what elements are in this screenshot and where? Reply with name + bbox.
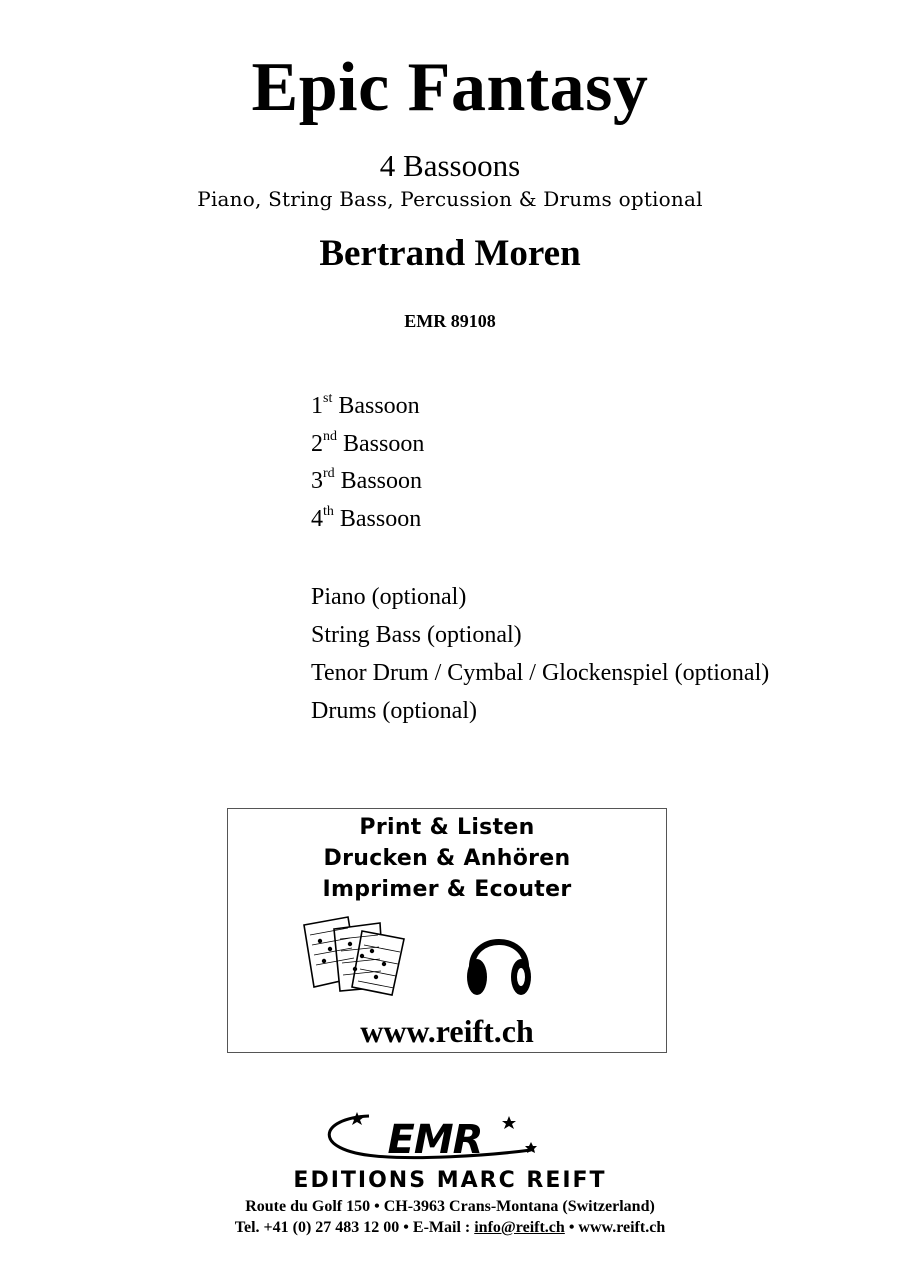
promo-line-english: Print & Listen xyxy=(359,815,535,840)
svg-text:EMR: EMR xyxy=(387,1117,483,1163)
part-item: 1st Bassoon xyxy=(311,391,420,419)
emr-logo xyxy=(305,1110,545,1168)
part-item: 4th Bassoon xyxy=(311,504,422,533)
catalog-number: EMR 89108 xyxy=(404,311,496,331)
promo-website[interactable]: www.reift.ch xyxy=(360,1013,534,1049)
promo-line-german: Drucken & Anhören xyxy=(323,846,571,871)
sheet-music-icon xyxy=(300,915,412,997)
publisher-address: Route du Golf 150 • CH-3963 Crans-Montana (Switzerland) xyxy=(245,1198,655,1215)
score-title: Epic Fantasy xyxy=(251,49,649,126)
ensemble-subtitle: 4 Bassoons xyxy=(379,148,521,183)
optional-part-item: Piano (optional) xyxy=(311,584,467,610)
parts-list xyxy=(311,388,424,539)
email-link[interactable]: info@reift.ch xyxy=(474,1219,565,1236)
optional-part-item: Drums (optional) xyxy=(311,698,477,724)
composer-name: Bertrand Moren xyxy=(319,233,581,274)
part-item: 3rd Bassoon xyxy=(311,466,423,495)
part-item: 2nd Bassoon xyxy=(311,428,425,457)
optional-part-item: Tenor Drum / Cymbal / Glockenspiel (optional) xyxy=(311,660,770,686)
optional-instrumentation: Piano, String Bass, Percussion & Drums optional xyxy=(197,187,703,211)
optional-parts-list xyxy=(311,578,769,730)
optional-part-item: String Bass (optional) xyxy=(311,622,522,648)
promo-line-french: Imprimer & Ecouter xyxy=(322,877,572,902)
print-listen-box xyxy=(227,808,667,1053)
publisher-name: EDITIONS MARC REIFT xyxy=(293,1168,607,1193)
headphones-icon xyxy=(464,923,534,999)
publisher-contact: Tel. +41 (0) 27 483 12 00 • E-Mail : info@reift.ch • www.reift.ch xyxy=(234,1219,666,1236)
